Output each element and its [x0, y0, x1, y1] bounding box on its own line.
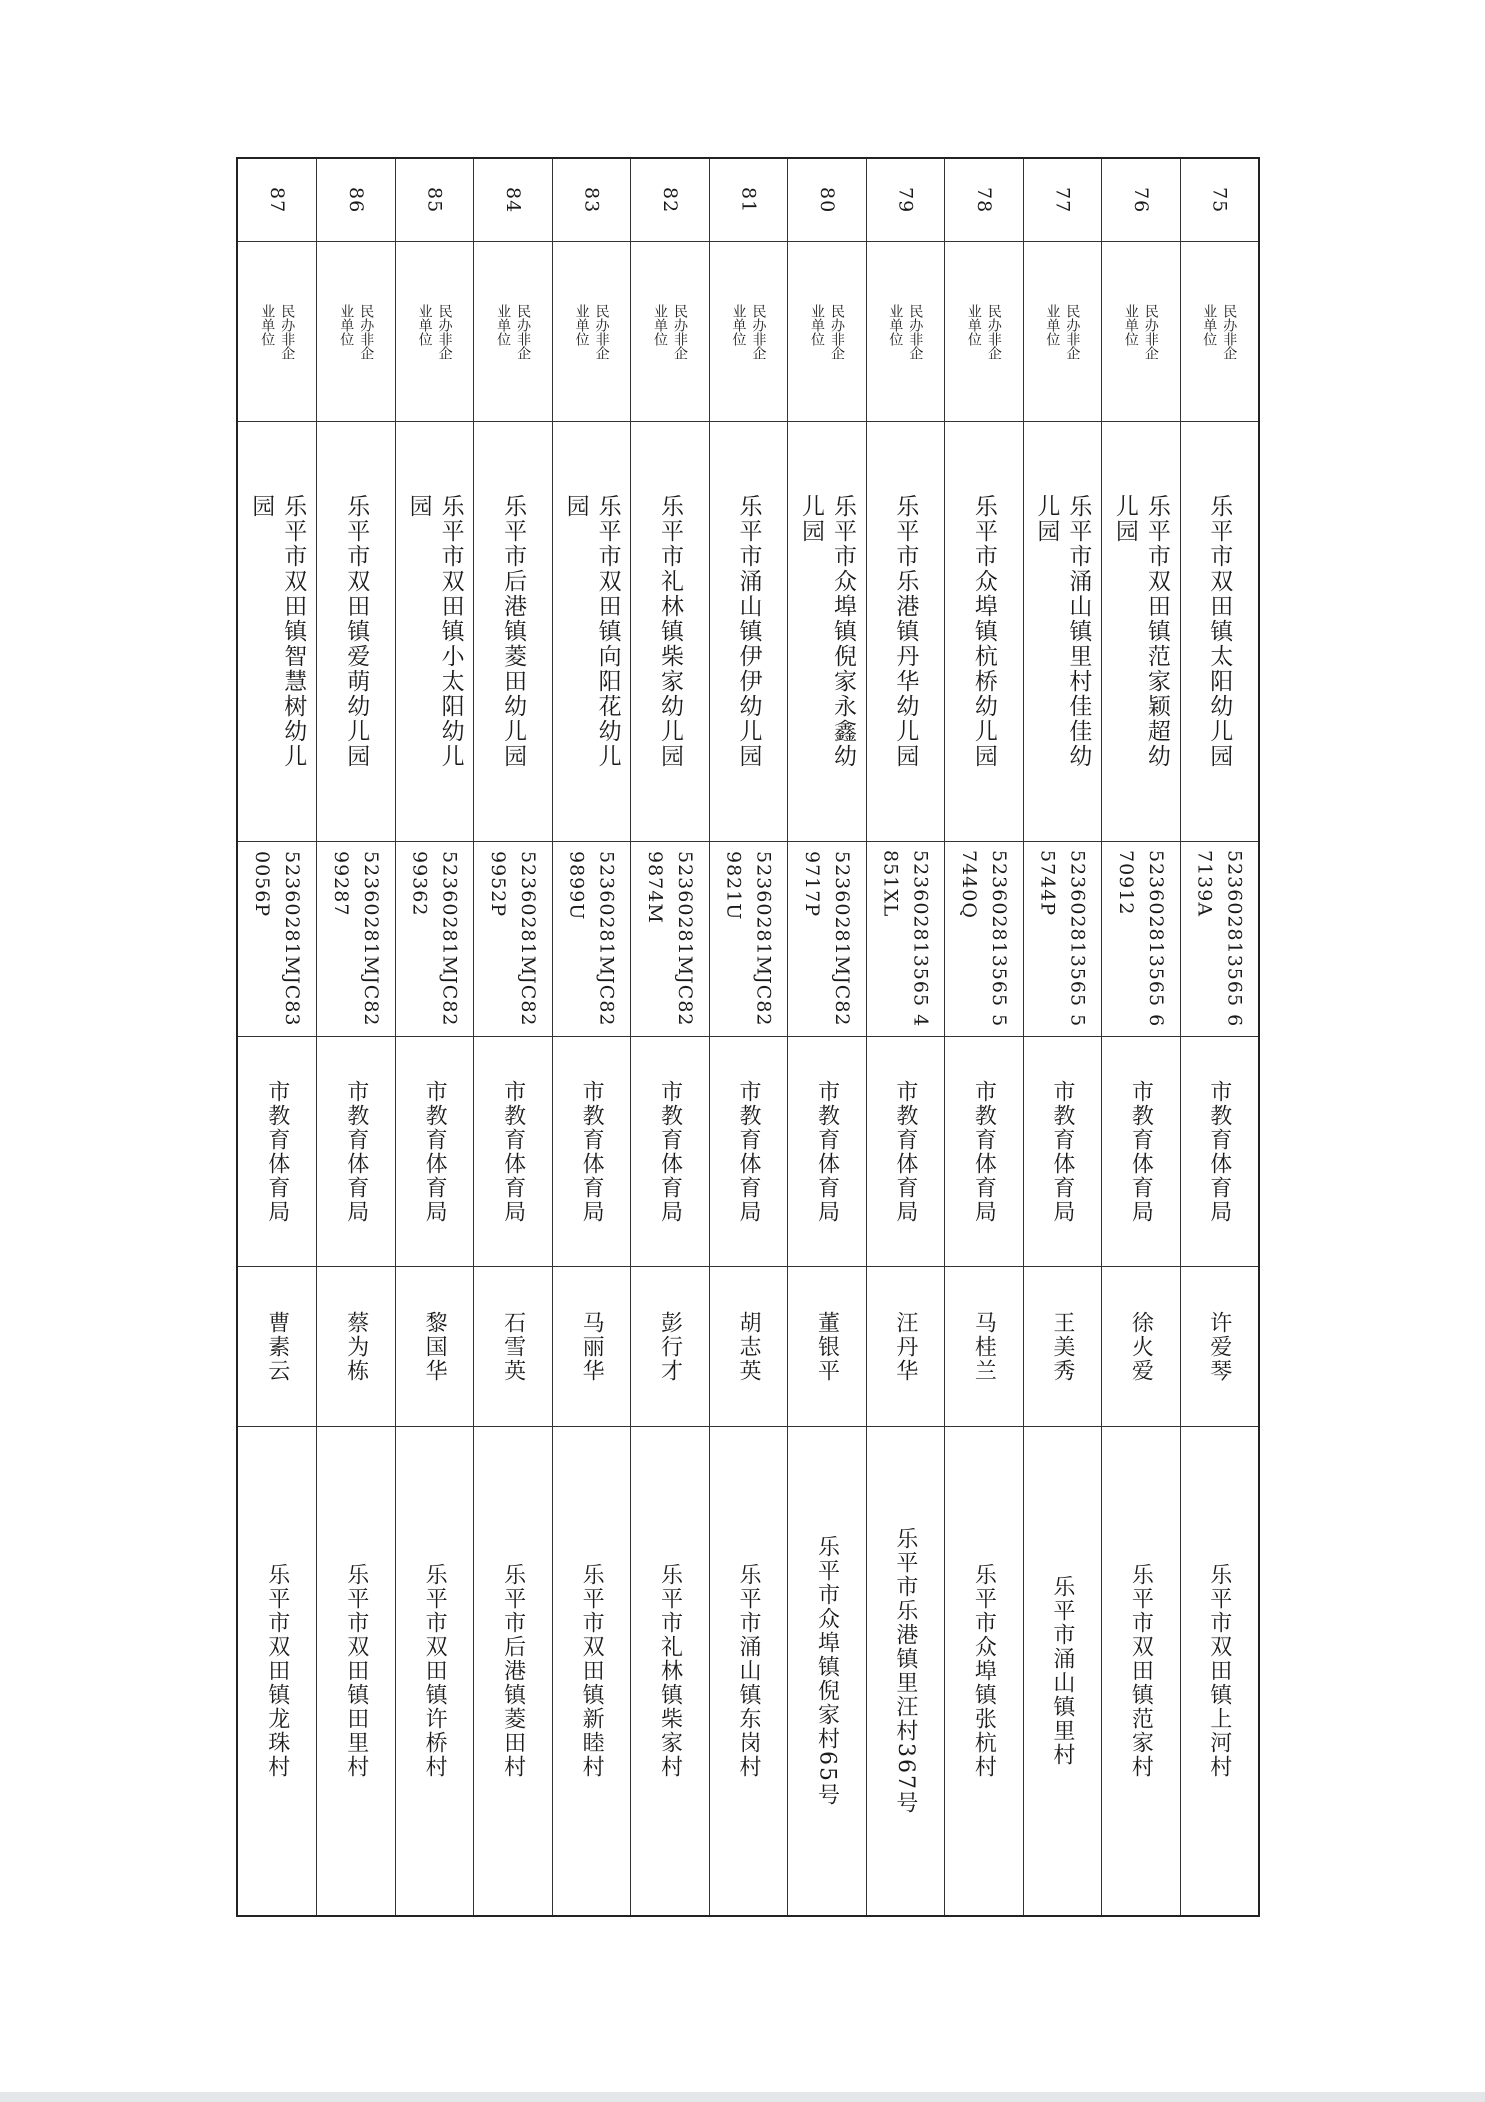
- cell-address: [631, 1426, 708, 1915]
- cell-unit-name: [238, 421, 316, 841]
- cell-supervising-dept: [396, 1036, 473, 1266]
- credit-code-text: 52360281MJC82 9952P: [487, 851, 540, 1027]
- cell-supervising-dept: [1181, 1036, 1258, 1266]
- cell-row-number: [553, 159, 630, 241]
- cell-row-number: [710, 159, 787, 241]
- unit-name-text: 乐平市双田镇智慧树幼儿 园: [248, 494, 307, 769]
- cell-address: [1102, 1426, 1179, 1915]
- address-text: 乐平市后港镇菱田村: [500, 1563, 526, 1779]
- cell-legal-representative: [710, 1266, 787, 1426]
- cell-supervising-dept: [553, 1036, 630, 1266]
- supervising-dept-text: 市教育体育局: [814, 1079, 840, 1224]
- cell-unit-type: [945, 241, 1022, 421]
- credit-code-text: 523602813565 5 7440Q: [957, 850, 1010, 1028]
- cell-legal-representative: [1102, 1266, 1179, 1426]
- row-number-text: 85: [423, 186, 446, 214]
- address-text: 乐平市双田镇田里村: [343, 1563, 369, 1779]
- table-row: [866, 159, 944, 1915]
- unit-type-text: 民办非企 业单位: [1201, 303, 1238, 360]
- cell-legal-representative: [317, 1266, 394, 1426]
- unit-name-text: 乐平市双田镇范家颖超幼 儿园: [1111, 494, 1170, 769]
- cell-unit-type: [1024, 241, 1101, 421]
- cell-unit-name: [945, 421, 1022, 841]
- supervising-dept-text: 市教育体育局: [736, 1079, 761, 1224]
- cell-row-number: [1181, 159, 1258, 241]
- table-row: [709, 159, 787, 1915]
- address-text: 乐平市双田镇龙珠村: [264, 1563, 290, 1779]
- address-text: 乐平市双田镇上河村: [1206, 1563, 1232, 1779]
- supervising-dept-text: 市教育体育局: [500, 1079, 526, 1224]
- table-row: [630, 159, 708, 1915]
- row-number-text: 79: [894, 186, 917, 214]
- cell-address: [317, 1426, 394, 1915]
- cell-unit-name: [1024, 421, 1101, 841]
- cell-unit-name: [553, 421, 630, 841]
- cell-row-number: [474, 159, 551, 241]
- cell-unit-name: [710, 421, 787, 841]
- supervising-dept-text: 市教育体育局: [422, 1079, 448, 1224]
- cell-unit-type: [474, 241, 551, 421]
- cell-supervising-dept: [317, 1036, 394, 1266]
- supervising-dept-text: 市教育体育局: [579, 1079, 605, 1224]
- unit-type-text: 民办非企 业单位: [730, 303, 767, 360]
- credit-code-text: 52360281MJC82 9899U: [565, 851, 618, 1027]
- cell-supervising-dept: [1024, 1036, 1101, 1266]
- unit-type-text: 民办非企 业单位: [965, 303, 1002, 360]
- cell-unit-type: [238, 241, 316, 421]
- credit-code-text: 52360281MJC83 0056P: [251, 851, 304, 1027]
- unit-type-text: 民办非企 业单位: [652, 303, 689, 360]
- cell-address: [788, 1426, 865, 1915]
- cell-supervising-dept: [945, 1036, 1022, 1266]
- cell-unit-type: [788, 241, 865, 421]
- cell-row-number: [945, 159, 1022, 241]
- cell-row-number: [1102, 159, 1179, 241]
- address-text: 乐平市乐港镇里汪村367号: [892, 1527, 918, 1815]
- address-text: 乐平市双田镇范家村: [1128, 1563, 1154, 1779]
- cell-legal-representative: [1024, 1266, 1101, 1426]
- cell-address: [238, 1426, 316, 1915]
- cell-unit-type: [631, 241, 708, 421]
- cell-address: [1024, 1426, 1101, 1915]
- legal-representative-text: 董银平: [814, 1310, 840, 1383]
- unit-type-text: 民办非企 业单位: [416, 303, 453, 360]
- cell-legal-representative: [631, 1266, 708, 1426]
- cell-row-number: [396, 159, 473, 241]
- cell-legal-representative: [867, 1266, 944, 1426]
- unit-name-text: 乐平市乐港镇丹华幼儿园: [892, 494, 919, 769]
- unit-type-text: 民办非企 业单位: [887, 303, 924, 360]
- cell-unit-name: [1102, 421, 1179, 841]
- row-number-text: 82: [659, 186, 682, 214]
- cell-row-number: [238, 159, 316, 241]
- cell-address: [474, 1426, 551, 1915]
- table-row: [473, 159, 551, 1915]
- legal-representative-text: 马丽华: [579, 1310, 605, 1383]
- credit-code-text: 523602813565 6 7139A: [1193, 850, 1246, 1028]
- unit-name-text: 乐平市双田镇太阳幼儿园: [1206, 494, 1233, 769]
- cell-credit-code: [317, 841, 394, 1036]
- legal-representative-text: 徐火爱: [1128, 1310, 1154, 1383]
- cell-supervising-dept: [238, 1036, 316, 1266]
- cell-credit-code: [867, 841, 944, 1036]
- legal-representative-text: 马桂兰: [971, 1310, 997, 1383]
- legal-representative-text: 黎国华: [422, 1310, 448, 1383]
- cell-unit-name: [788, 421, 865, 841]
- cell-credit-code: [1024, 841, 1101, 1036]
- credit-code-text: 523602813565 5 5744P: [1036, 850, 1089, 1028]
- cell-address: [553, 1426, 630, 1915]
- unit-name-text: 乐平市众埠镇杭桥幼儿园: [970, 494, 997, 769]
- cell-row-number: [631, 159, 708, 241]
- cell-legal-representative: [553, 1266, 630, 1426]
- cell-unit-type: [710, 241, 787, 421]
- cell-legal-representative: [238, 1266, 316, 1426]
- unit-name-text: 乐平市涌山镇里村佳佳幼 儿园: [1033, 494, 1092, 769]
- scan-bottom-strip: [0, 2092, 1485, 2102]
- address-text: 乐平市双田镇许桥村: [422, 1563, 448, 1779]
- cell-legal-representative: [788, 1266, 865, 1426]
- cell-credit-code: [788, 841, 865, 1036]
- supervising-dept-text: 市教育体育局: [1128, 1079, 1154, 1224]
- cell-credit-code: [238, 841, 316, 1036]
- supervising-dept-text: 市教育体育局: [892, 1079, 918, 1224]
- cell-address: [945, 1426, 1022, 1915]
- cell-supervising-dept: [631, 1036, 708, 1266]
- cell-supervising-dept: [474, 1036, 551, 1266]
- unit-type-text: 民办非企 业单位: [495, 303, 532, 360]
- cell-unit-name: [631, 421, 708, 841]
- legal-representative-text: 许爱琴: [1206, 1310, 1232, 1383]
- legal-representative-text: 王美秀: [1049, 1310, 1075, 1383]
- credit-code-text: 52360281MJC82 9821U: [722, 851, 775, 1027]
- cell-address: [396, 1426, 473, 1915]
- table-row: [552, 159, 630, 1915]
- credit-code-text: 52360281MJC82 9717P: [800, 851, 853, 1027]
- cell-unit-type: [1102, 241, 1179, 421]
- cell-unit-type: [553, 241, 630, 421]
- row-number-text: 75: [1208, 186, 1231, 214]
- cell-unit-type: [317, 241, 394, 421]
- row-number-text: 78: [972, 186, 995, 214]
- legal-representative-text: 彭行才: [657, 1310, 683, 1383]
- credit-code-text: 52360281MJC82 99287: [330, 851, 383, 1027]
- address-text: 乐平市众埠镇倪家村65号: [814, 1535, 840, 1807]
- cell-legal-representative: [945, 1266, 1022, 1426]
- row-number-text: 86: [345, 186, 368, 214]
- table-row: [1023, 159, 1101, 1915]
- unit-name-text: 乐平市众埠镇倪家永鑫幼 儿园: [797, 494, 856, 769]
- cell-unit-name: [317, 421, 394, 841]
- credit-code-text: 523602813565 6 70912: [1114, 850, 1167, 1028]
- legal-representative-text: 曹素云: [264, 1310, 290, 1383]
- table-row: [238, 159, 316, 1915]
- cell-legal-representative: [474, 1266, 551, 1426]
- table-row: [1101, 159, 1179, 1915]
- cell-legal-representative: [396, 1266, 473, 1426]
- supervising-dept-text: 市教育体育局: [657, 1079, 683, 1224]
- cell-credit-code: [1102, 841, 1179, 1036]
- address-text: 乐平市众埠镇张杭村: [971, 1563, 997, 1779]
- row-number-text: 76: [1129, 186, 1152, 214]
- unit-name-text: 乐平市后港镇菱田幼儿园: [500, 494, 527, 769]
- row-number-text: 77: [1051, 186, 1074, 214]
- table-row: [944, 159, 1022, 1915]
- address-text: 乐平市涌山镇里村: [1049, 1575, 1075, 1767]
- cell-unit-name: [396, 421, 473, 841]
- unit-type-text: 民办非企 业单位: [808, 303, 845, 360]
- cell-row-number: [788, 159, 865, 241]
- legal-representative-text: 石雪英: [500, 1310, 526, 1383]
- cell-supervising-dept: [710, 1036, 787, 1266]
- cell-credit-code: [553, 841, 630, 1036]
- unit-type-text: 民办非企 业单位: [338, 303, 375, 360]
- unit-name-text: 乐平市双田镇向阳花幼儿 园: [562, 494, 621, 769]
- cell-supervising-dept: [788, 1036, 865, 1266]
- legal-representative-text: 蔡为栋: [343, 1310, 369, 1383]
- cell-address: [1181, 1426, 1258, 1915]
- cell-row-number: [317, 159, 394, 241]
- table-row: [1180, 159, 1258, 1915]
- unit-type-text: 民办非企 业单位: [1122, 303, 1159, 360]
- cell-credit-code: [474, 841, 551, 1036]
- cell-credit-code: [396, 841, 473, 1036]
- cell-credit-code: [631, 841, 708, 1036]
- table-row: [395, 159, 473, 1915]
- row-number-text: 83: [580, 186, 603, 214]
- table-row: [316, 159, 394, 1915]
- cell-credit-code: [710, 841, 787, 1036]
- cell-unit-type: [867, 241, 944, 421]
- cell-row-number: [867, 159, 944, 241]
- cell-unit-name: [867, 421, 944, 841]
- unit-type-text: 民办非企 业单位: [259, 303, 296, 360]
- unit-type-text: 民办非企 业单位: [1044, 303, 1081, 360]
- unit-type-text: 民办非企 业单位: [573, 303, 610, 360]
- unit-name-text: 乐平市双田镇爱萌幼儿园: [343, 494, 370, 769]
- unit-name-text: 乐平市涌山镇伊伊幼儿园: [735, 494, 762, 769]
- cell-unit-name: [1181, 421, 1258, 841]
- legal-representative-text: 胡志英: [736, 1310, 761, 1383]
- cell-unit-name: [474, 421, 551, 841]
- cell-unit-type: [396, 241, 473, 421]
- credit-code-text: 52360281MJC82 99362: [408, 851, 461, 1027]
- cell-row-number: [1024, 159, 1101, 241]
- address-text: 乐平市涌山镇东岗村: [736, 1563, 761, 1779]
- address-text: 乐平市双田镇新睦村: [579, 1563, 605, 1779]
- supervising-dept-text: 市教育体育局: [971, 1079, 997, 1224]
- kindergarten-registry-table: [236, 157, 1260, 1917]
- cell-address: [867, 1426, 944, 1915]
- credit-code-text: 523602813565 4 851XL: [879, 850, 932, 1028]
- cell-credit-code: [945, 841, 1022, 1036]
- cell-credit-code: [1181, 841, 1258, 1036]
- supervising-dept-text: 市教育体育局: [264, 1079, 290, 1224]
- cell-address: [710, 1426, 787, 1915]
- cell-supervising-dept: [867, 1036, 944, 1266]
- legal-representative-text: 汪丹华: [892, 1310, 918, 1383]
- unit-name-text: 乐平市礼林镇柴家幼儿园: [657, 494, 684, 769]
- supervising-dept-text: 市教育体育局: [1049, 1079, 1075, 1224]
- cell-legal-representative: [1181, 1266, 1258, 1426]
- row-number-text: 80: [815, 186, 838, 214]
- row-number-text: 84: [502, 186, 525, 214]
- credit-code-text: 52360281MJC82 9874M: [644, 851, 697, 1027]
- row-number-text: 87: [266, 186, 289, 214]
- cell-unit-type: [1181, 241, 1258, 421]
- cell-supervising-dept: [1102, 1036, 1179, 1266]
- table-row: [787, 159, 865, 1915]
- supervising-dept-text: 市教育体育局: [1206, 1079, 1232, 1224]
- row-number-text: 81: [737, 186, 760, 214]
- address-text: 乐平市礼林镇柴家村: [657, 1563, 683, 1779]
- unit-name-text: 乐平市双田镇小太阳幼儿 园: [405, 494, 464, 769]
- supervising-dept-text: 市教育体育局: [343, 1079, 369, 1224]
